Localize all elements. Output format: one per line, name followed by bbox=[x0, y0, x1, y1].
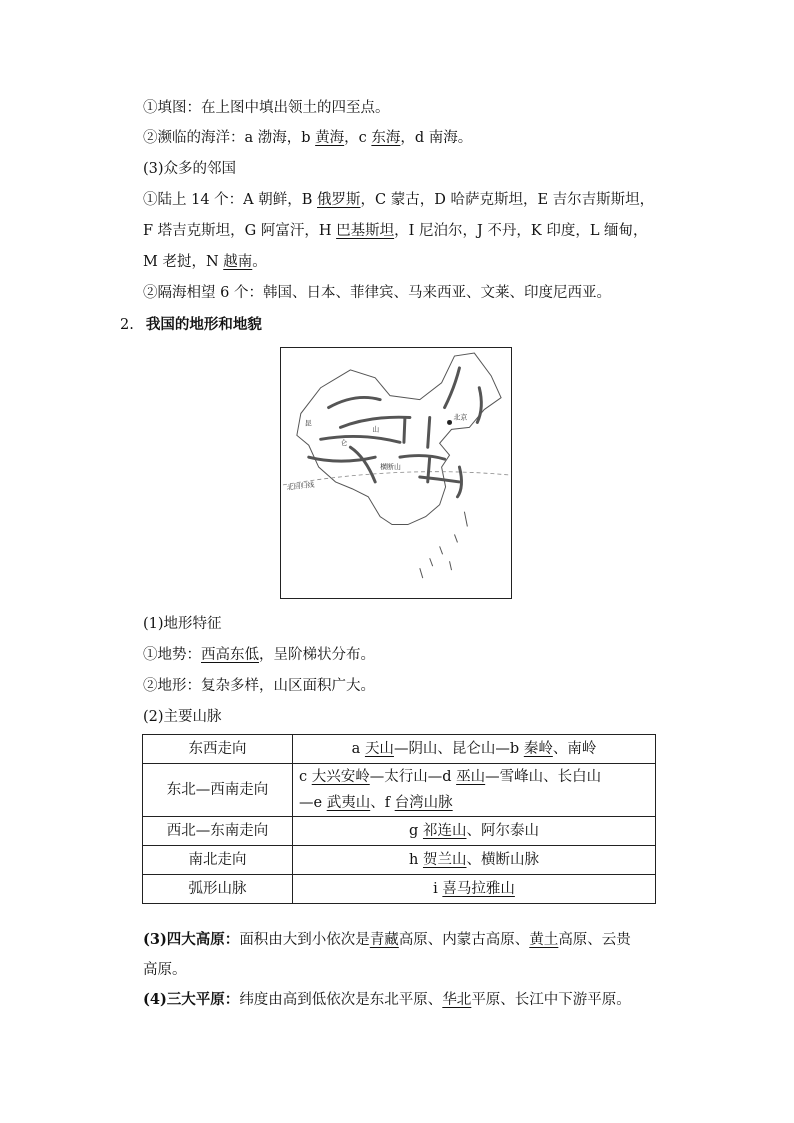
range-helan bbox=[404, 417, 405, 442]
text-line-mountains-heading: (2)主要山脉 bbox=[143, 709, 222, 725]
table-cell-direction: 东西走向 bbox=[143, 735, 293, 764]
kunlun-label-2: 仑 bbox=[340, 439, 348, 448]
text-line-seas: ②濒临的海洋：a 渤海，b 黄海，c 东海，d 南海。 bbox=[143, 130, 473, 146]
table-cell-direction: 南北走向 bbox=[143, 846, 293, 875]
range-kunlun bbox=[321, 436, 400, 442]
table-row bbox=[143, 817, 656, 846]
text-line-plains: (4)三大平原：纬度由高到低依次是东北平原、华北平原、长江中下游平原。 bbox=[143, 991, 631, 1008]
range-hengduan bbox=[350, 447, 375, 482]
table-cell-direction: 西北—东南走向 bbox=[143, 817, 293, 846]
shan-label: 山 bbox=[372, 425, 380, 434]
china-terrain-map bbox=[280, 347, 512, 599]
table-cell-direction: 弧形山脉 bbox=[143, 875, 293, 904]
text-line-sea-neighbors: ②隔海相望 6 个：韩国、日本、菲律宾、马来西亚、文莱、印度尼西亚。 bbox=[143, 285, 611, 301]
text-line-land-neighbors: ①陆上 14 个：A 朝鲜，B 俄罗斯，C 蒙古，D 哈萨克斯坦，E 吉尔吉斯斯坦， bbox=[143, 192, 655, 208]
mountain-table bbox=[142, 734, 656, 904]
range-daxinganling bbox=[445, 368, 460, 408]
table-cell-mountains: c 大兴安岭—太行山—d 巫山—雪峰山、长白山 —e 武夷山、f 台湾山脉 bbox=[293, 764, 656, 817]
text-line-fill-map: ①填图：在上图中填出领土的四至点。 bbox=[143, 100, 390, 116]
tropic-line bbox=[283, 472, 509, 485]
beijing-marker bbox=[447, 420, 452, 425]
text-line-neighbors-heading: (3)众多的邻国 bbox=[143, 161, 237, 177]
islands bbox=[420, 512, 468, 578]
text-line-landforms: ②地形：复杂多样，山区面积广大。 bbox=[143, 678, 375, 694]
section-2-title: 2. 我国的地形和地貌 bbox=[120, 316, 262, 333]
china-map-svg bbox=[281, 348, 511, 598]
text-line-land-neighbors-2: F 塔吉克斯坦，G 阿富汗，H 巴基斯坦，I 尼泊尔，J 不丹，K 印度，L 缅甸， bbox=[143, 223, 648, 239]
text-line-plateaus: (3)四大高原：面积由大到小依次是青藏高原、内蒙古高原、黄土高原、云贵 bbox=[143, 931, 631, 948]
table-row bbox=[143, 735, 656, 764]
table-cell-mountains: g 祁连山、阿尔泰山 bbox=[293, 817, 656, 846]
table-row bbox=[143, 846, 656, 875]
text-line-land-neighbors-3: M 老挝，N 越南。 bbox=[143, 254, 267, 270]
text-line-elevation: ①地势：西高东低，呈阶梯状分布。 bbox=[143, 647, 375, 663]
kunlun-label: 昆 bbox=[304, 419, 312, 428]
range-nanling bbox=[420, 477, 460, 482]
hengduan-label: 横断山 bbox=[380, 463, 401, 472]
table-cell-direction: 东北—西南走向 bbox=[143, 764, 293, 817]
beijing-label: 北京 bbox=[453, 413, 468, 422]
table-row bbox=[143, 764, 656, 817]
range-qinling bbox=[400, 456, 445, 460]
text-line-terrain-features: (1)地形特征 bbox=[143, 616, 222, 632]
range-changbai bbox=[477, 388, 481, 423]
table-cell-mountains: h 贺兰山、横断山脉 bbox=[293, 846, 656, 875]
range-taihang bbox=[428, 417, 430, 447]
range-tianshan bbox=[329, 397, 381, 407]
table-cell-mountains: i 喜马拉雅山 bbox=[293, 875, 656, 904]
table-row bbox=[143, 875, 656, 904]
range-xuefeng bbox=[428, 457, 430, 482]
text-line-plateaus-2: 高原。 bbox=[143, 962, 187, 978]
table-cell-mountains: a 天山—阴山、昆仑山—b 秦岭、南岭 bbox=[293, 735, 656, 764]
tropic-label: 北回归线 bbox=[286, 480, 315, 492]
